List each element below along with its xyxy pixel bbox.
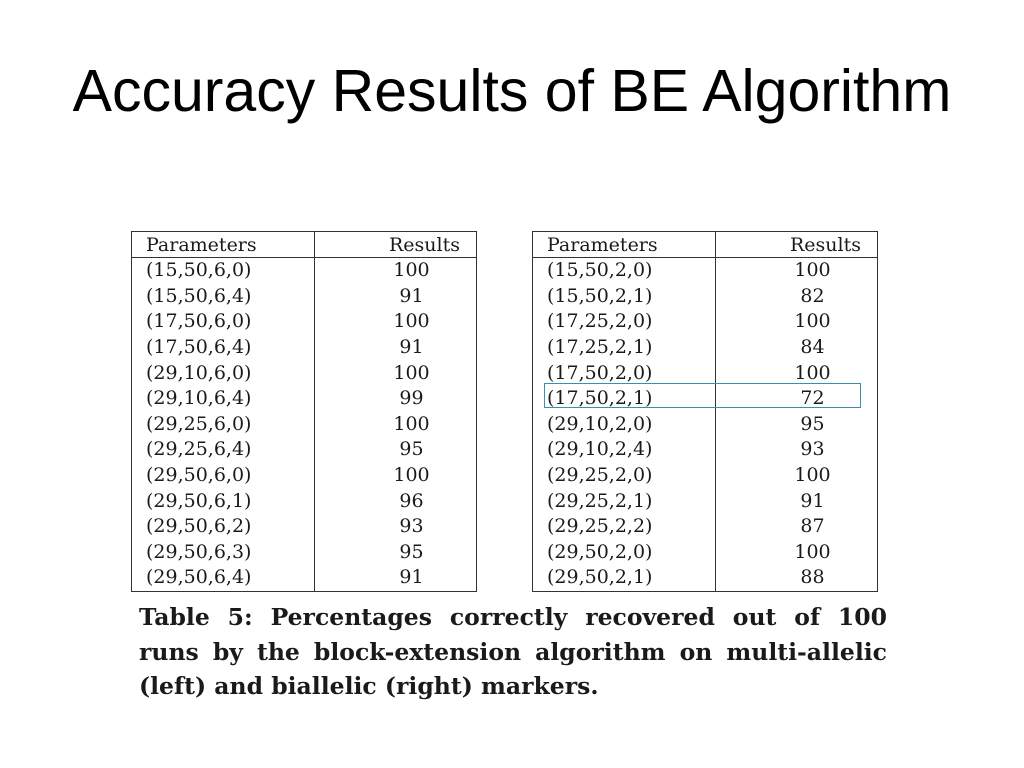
result-cell: 95 [399, 540, 424, 563]
results-table-biallelic [532, 231, 878, 592]
parameters-cell: (29,10,2,4) [533, 437, 716, 463]
table-row [132, 565, 477, 591]
result-cell: 95 [399, 438, 424, 461]
parameters-cell: (17,50,6,4) [132, 335, 315, 361]
result-cell: 93 [800, 438, 825, 461]
parameters-cell: (15,50,2,0) [533, 258, 716, 284]
table-row [132, 335, 477, 361]
table-row [533, 335, 878, 361]
result-cell: 88 [800, 566, 825, 589]
slide-title: Accuracy Results of BE Algorithm [72, 58, 952, 124]
parameters-cell: (29,50,6,0) [132, 463, 315, 489]
parameters-cell: (29,25,2,1) [533, 488, 716, 514]
parameters-cell: (29,10,6,0) [132, 360, 315, 386]
table-row [132, 540, 477, 566]
parameters-cell: (17,50,6,0) [132, 309, 315, 335]
parameters-header: Parameters [533, 232, 716, 258]
results-header: Results [315, 232, 477, 258]
parameters-cell: (29,25,2,2) [533, 514, 716, 540]
result-cell: 82 [800, 284, 825, 307]
result-cell: 100 [794, 361, 831, 384]
result-cell: 93 [399, 515, 424, 538]
parameters-cell: (29,25,6,0) [132, 412, 315, 438]
table-row [533, 258, 878, 284]
table-row [132, 412, 477, 438]
table-header-row [132, 232, 477, 258]
parameters-cell: (29,50,2,0) [533, 540, 716, 566]
table-row [533, 412, 878, 438]
highlighted-row-box [544, 383, 861, 408]
result-cell: 100 [393, 310, 430, 333]
parameters-cell: (29,50,6,1) [132, 488, 315, 514]
table-row [533, 309, 878, 335]
table-row [533, 565, 878, 591]
table-row [132, 386, 477, 412]
result-cell: 100 [794, 310, 831, 333]
parameters-cell: (29,50,6,2) [132, 514, 315, 540]
table-row [132, 488, 477, 514]
table-row [533, 284, 878, 310]
result-cell: 96 [399, 489, 424, 512]
table-row [533, 437, 878, 463]
table-row [132, 463, 477, 489]
table-row [533, 514, 878, 540]
result-cell: 100 [794, 259, 831, 282]
result-cell: 91 [800, 489, 825, 512]
parameters-cell: (17,50,2,1) [533, 386, 716, 412]
table-row [132, 309, 477, 335]
parameters-cell: (29,10,2,0) [533, 412, 716, 438]
result-cell: 99 [399, 387, 424, 410]
table-row [132, 284, 477, 310]
table-row [132, 514, 477, 540]
result-cell: 87 [800, 515, 825, 538]
parameters-cell: (29,50,2,1) [533, 565, 716, 591]
table-row [533, 488, 878, 514]
table-row [132, 437, 477, 463]
result-cell: 100 [393, 464, 430, 487]
result-cell: 91 [399, 284, 424, 307]
table-row [132, 258, 477, 284]
results-table-multiallelic [131, 231, 477, 592]
result-cell: 72 [800, 387, 825, 410]
parameters-cell: (15,50,6,4) [132, 284, 315, 310]
parameters-cell: (17,50,2,0) [533, 360, 716, 386]
parameters-header: Parameters [132, 232, 315, 258]
result-cell: 100 [794, 464, 831, 487]
parameters-cell: (29,25,6,4) [132, 437, 315, 463]
result-cell: 84 [800, 336, 825, 359]
parameters-cell: (15,50,2,1) [533, 284, 716, 310]
parameters-cell: (29,50,6,3) [132, 540, 315, 566]
result-cell: 95 [800, 412, 825, 435]
parameters-cell: (17,25,2,1) [533, 335, 716, 361]
parameters-cell: (15,50,6,0) [132, 258, 315, 284]
table-caption: Table 5: Percentages correctly recovered out of 100 runs by the block-extension algorithm on multi-allelic (left) and biallelic (right) markers. [139, 603, 887, 700]
results-header: Results [716, 232, 878, 258]
result-cell: 100 [393, 361, 430, 384]
parameters-cell: (29,50,6,4) [132, 565, 315, 591]
result-cell: 100 [393, 259, 430, 282]
result-cell: 100 [794, 540, 831, 563]
result-cell: 91 [399, 566, 424, 589]
table-row [533, 540, 878, 566]
table-row [132, 360, 477, 386]
result-cell: 91 [399, 336, 424, 359]
parameters-cell: (29,10,6,4) [132, 386, 315, 412]
parameters-cell: (29,25,2,0) [533, 463, 716, 489]
table-header-row [533, 232, 878, 258]
parameters-cell: (17,25,2,0) [533, 309, 716, 335]
result-cell: 100 [393, 412, 430, 435]
table-row [533, 463, 878, 489]
